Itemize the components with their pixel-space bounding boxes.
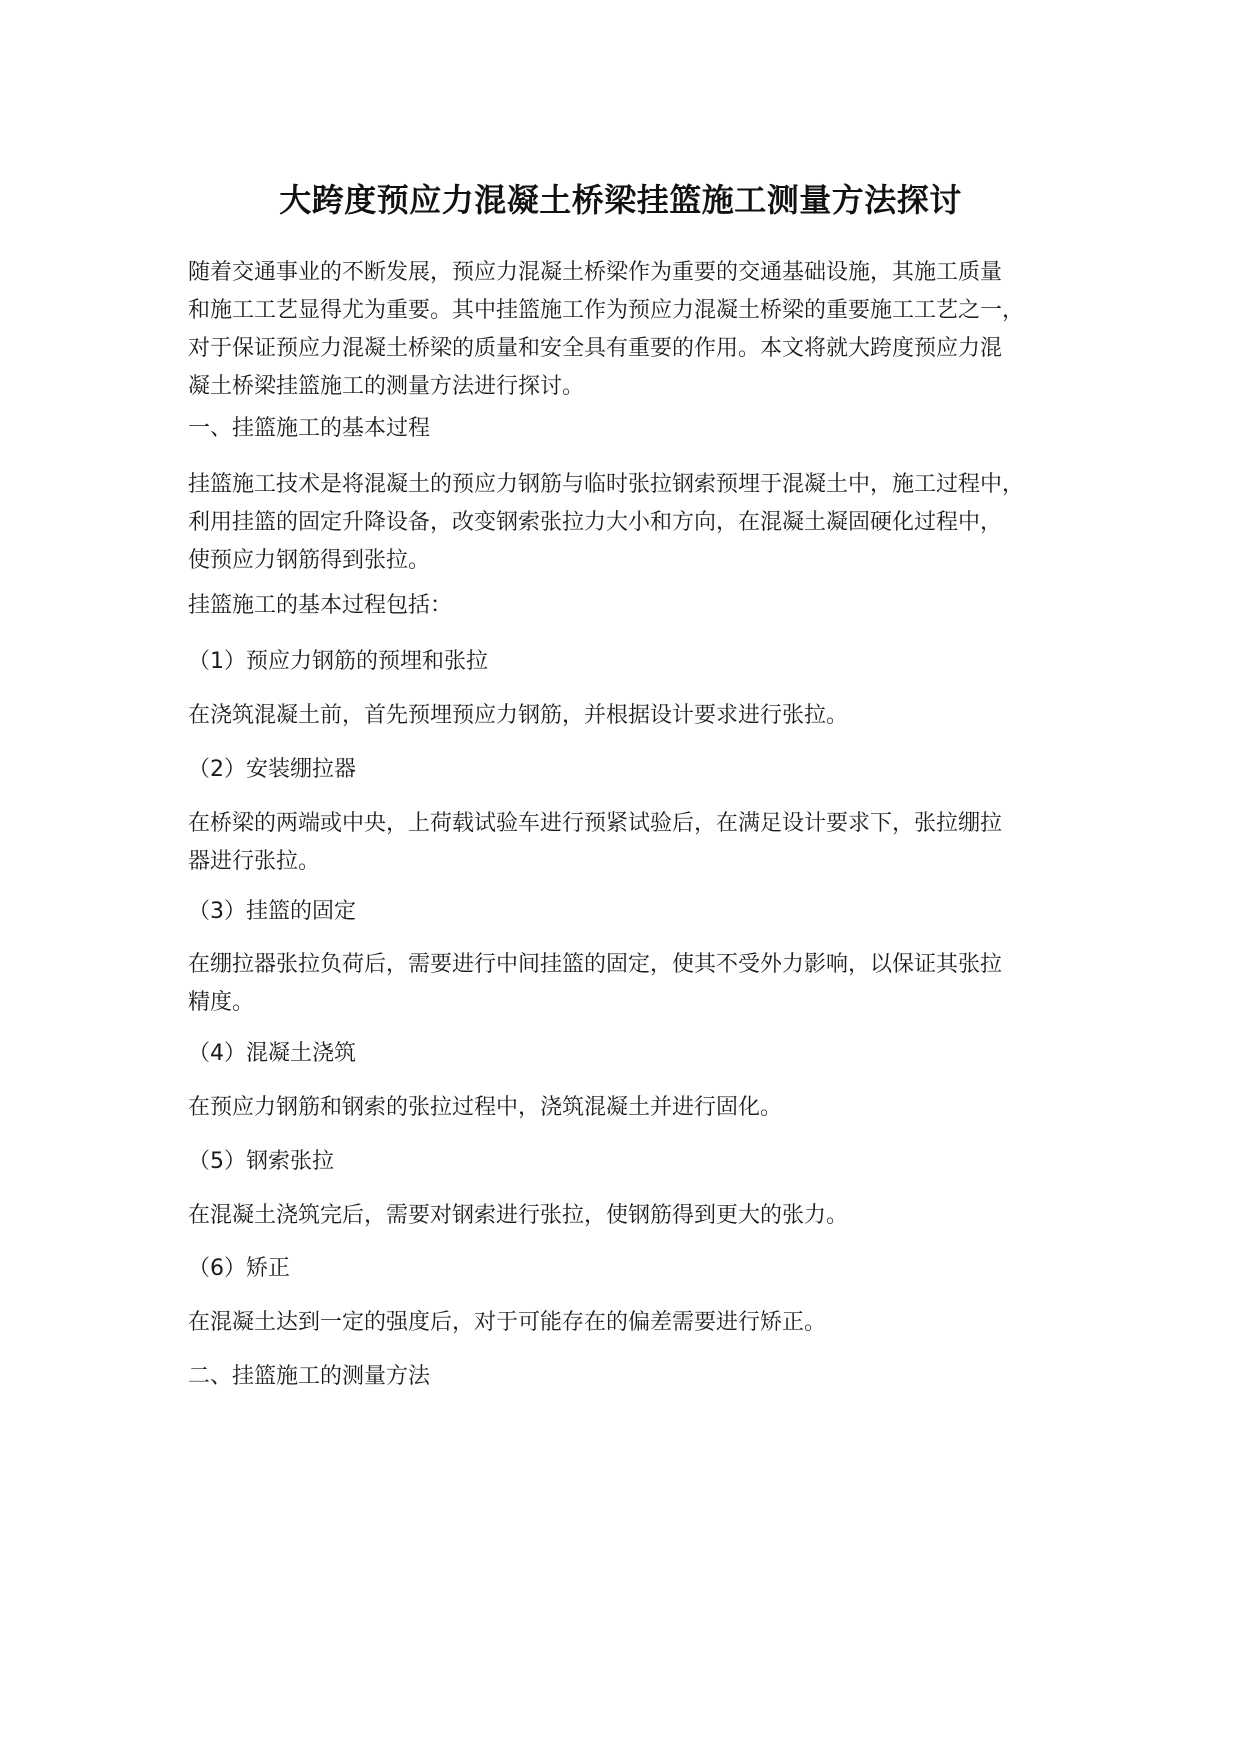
step-paragraph [188,805,1088,881]
section1-line: 挂篮施工技术是将混凝土的预应力钢筋与临时张拉钢索预埋于混凝土中，施工过程中， [188,472,1025,497]
step-heading-text: （4）混凝土浇筑 [188,1041,356,1066]
process-intro [188,587,1088,625]
section1-heading [188,410,1088,448]
process-intro-text: 挂篮施工的基本过程包括： [188,593,453,618]
step-line: 在混凝土达到一定的强度后，对于可能存在的偏差需要进行矫正。 [188,1310,827,1335]
section1-line: 利用挂篮的固定升降设备，改变钢索张拉力大小和方向，在混凝土凝固硬化过程中， [188,510,1003,535]
step-line: 在混凝土浇筑完后，需要对钢索进行张拉，使钢筋得到更大的张力。 [188,1203,849,1228]
step-line: 在绷拉器张拉负荷后，需要进行中间挂篮的固定，使其不受外力影响，以保证其张拉 [188,952,1003,977]
document-title: 大跨度预应力混凝土桥梁挂篮施工测量方法探讨 [279,181,962,219]
intro-paragraph [188,254,1088,406]
step-paragraph [188,1304,1088,1342]
step-heading-text: （1）预应力钢筋的预埋和张拉 [188,649,488,674]
intro-line: 凝土桥梁挂篮施工的测量方法进行探讨。 [188,374,585,399]
section2-heading-text: 二、挂篮施工的测量方法 [188,1364,431,1389]
section2-heading [188,1358,1088,1396]
step-paragraph [188,1089,1088,1127]
step-heading [188,751,1088,789]
intro-line: 对于保证预应力混凝土桥梁的质量和安全具有重要的作用。本文将就大跨度预应力混 [188,336,1003,361]
step-heading [188,1250,1088,1288]
step-line: 精度。 [188,990,255,1015]
step-heading-text: （2）安装绷拉器 [188,757,356,782]
step-heading-text: （6）矫正 [188,1256,290,1281]
step-line: 在桥梁的两端或中央，上荷载试验车进行预紧试验后，在满足设计要求下，张拉绷拉 [188,811,1003,836]
step-line: 在浇筑混凝土前，首先预埋预应力钢筋，并根据设计要求进行张拉。 [188,703,849,728]
step-heading [188,1143,1088,1181]
step-line: 在预应力钢筋和钢索的张拉过程中，浇筑混凝土并进行固化。 [188,1095,783,1120]
step-heading [188,643,1088,681]
section1-heading-text: 一、挂篮施工的基本过程 [188,416,431,441]
step-paragraph [188,946,1088,1022]
section1-line: 使预应力钢筋得到张拉。 [188,548,431,573]
step-line: 器进行张拉。 [188,849,321,874]
step-paragraph [188,1197,1088,1235]
intro-line: 随着交通事业的不断发展，预应力混凝土桥梁作为重要的交通基础设施，其施工质量 [188,260,1003,285]
section1-paragraph [188,466,1088,580]
step-heading-text: （5）钢索张拉 [188,1149,334,1174]
step-heading [188,1035,1088,1073]
step-heading [188,893,1088,931]
intro-line: 和施工工艺显得尤为重要。其中挂篮施工作为预应力混凝土桥梁的重要施工工艺之一， [188,298,1025,323]
step-heading-text: （3）挂篮的固定 [188,899,356,924]
step-paragraph [188,697,1088,735]
